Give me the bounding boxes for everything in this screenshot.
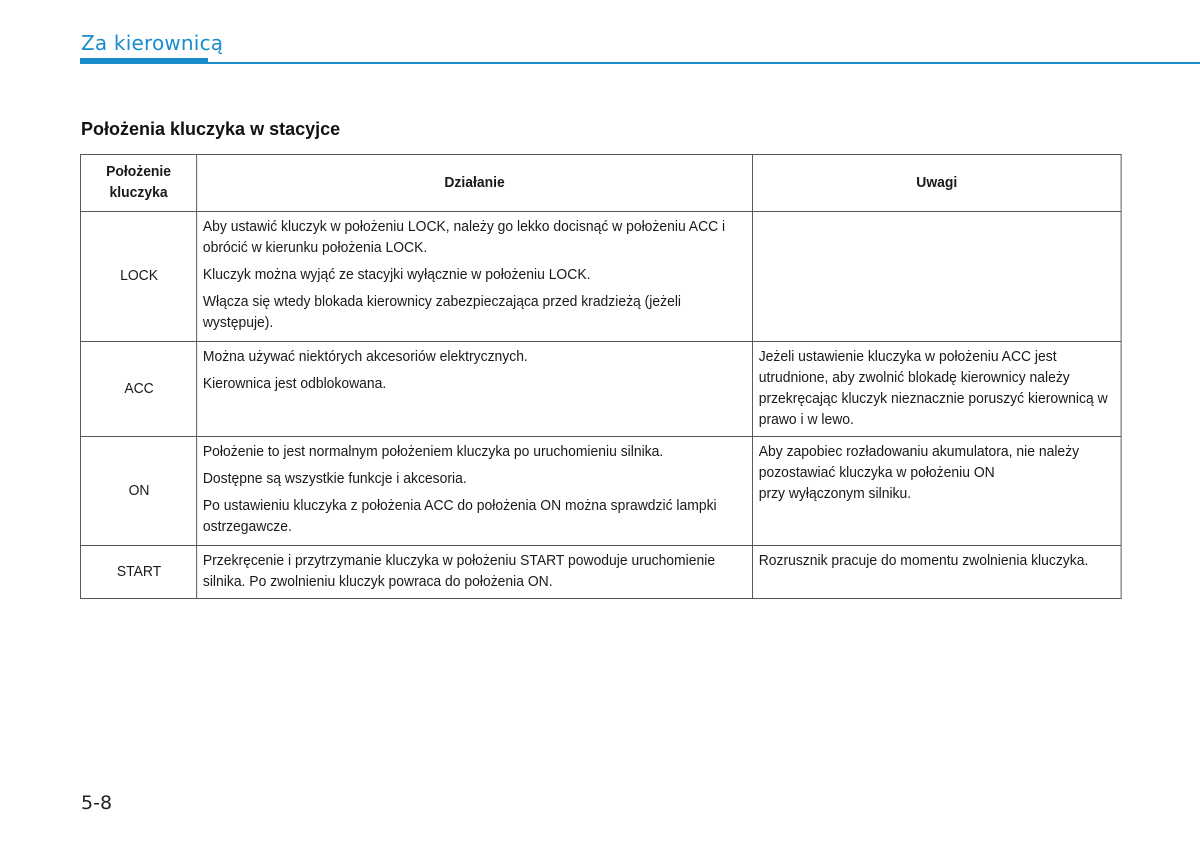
table-row (80, 342, 1121, 437)
action-text: Aby ustawić kluczyk w położeniu LOCK, należy go lekko docisnąć w położeniu ACC i obrócić w kierunku położenia LOCK. (202, 219, 726, 256)
column-header-position: Położenie kluczyka (80, 155, 196, 212)
table-header-row (80, 155, 1121, 212)
table-row (80, 437, 1121, 546)
row-notes (752, 546, 1121, 599)
action-text: Włącza się wtedy blokada kierownicy zabezpieczająca przed kradzieżą (jeżeli występuje). (202, 294, 682, 331)
row-action (197, 342, 753, 437)
action-text: Kierownica jest odblokowana. (202, 376, 387, 392)
notes-text: Rozrusznik pracuje do momentu zwolnienia kluczyka. (758, 553, 1089, 569)
action-text: Po ustawieniu kluczyka z położenia ACC do położenia ON można sprawdzić lampki ostrzegawcze. (202, 498, 717, 535)
row-position: LOCK (80, 212, 196, 342)
row-position: ACC (80, 342, 196, 437)
row-notes (752, 212, 1121, 342)
action-text: Dostępne są wszystkie funkcje i akcesoria. (202, 471, 467, 487)
column-header-action: Działanie (197, 155, 753, 212)
row-notes (752, 437, 1121, 546)
notes-text: Aby zapobiec rozładowaniu akumulatora, nie należy pozostawiać kluczyka w położeniu ON (758, 444, 1080, 481)
page-title: Położenia kluczyka w stacyjce (81, 119, 341, 139)
column-header-notes: Uwagi (752, 155, 1121, 212)
action-text: Przekręcenie i przytrzymanie kluczyka w położeniu START powoduje uruchomienie silnika. Po zwolnieniu kluczyk powraca do położenia ON. (202, 553, 716, 590)
header-rule (80, 62, 1200, 64)
table-row (80, 546, 1121, 599)
page-number: 5-8 (81, 792, 113, 814)
notes-text: Jeżeli ustawienie kluczyka w położeniu ACC jest utrudnione, aby zwolnić blokadę kierownicy należy przekręcając kluczyk nieznacznie poruszyć kierownicą w prawo i w lewo. (758, 349, 1108, 428)
action-text: Kluczyk można wyjąć ze stacyjki wyłącznie w położeniu LOCK. (202, 267, 591, 283)
action-text: Można używać niektórych akcesoriów elektrycznych. (202, 349, 528, 365)
row-notes (752, 342, 1121, 437)
action-text: Położenie to jest normalnym położeniem kluczyka po uruchomieniu silnika. (202, 444, 664, 460)
row-action (197, 437, 753, 546)
table-row (80, 212, 1121, 342)
key-positions-table (80, 154, 1122, 599)
row-position: ON (80, 437, 196, 546)
row-action (197, 546, 753, 599)
section-header: Za kierownicą (81, 31, 224, 55)
notes-text: przy wyłączonym silniku. (758, 486, 912, 502)
row-position: START (80, 546, 196, 599)
row-action (197, 212, 753, 342)
